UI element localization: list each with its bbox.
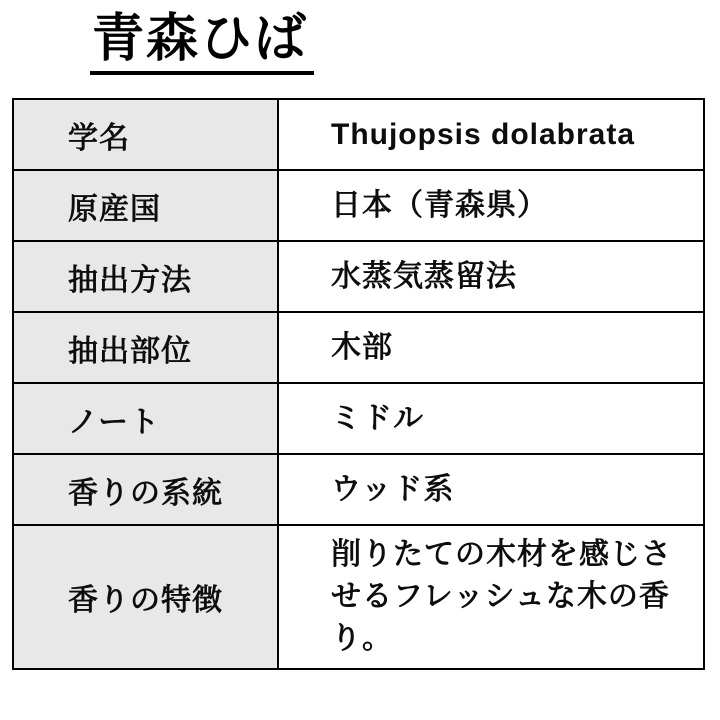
row-label: 原産国 bbox=[13, 170, 278, 241]
row-label: 香りの特徴 bbox=[13, 525, 278, 669]
row-label: 香りの系統 bbox=[13, 454, 278, 525]
row-value: ウッド系 bbox=[278, 454, 704, 525]
table-row bbox=[13, 383, 704, 454]
table-row bbox=[13, 99, 704, 170]
row-value: ミドル bbox=[278, 383, 704, 454]
row-label: 抽出部位 bbox=[13, 312, 278, 383]
row-value: 削りたての木材を感じさせるフレッシュな木の香り。 bbox=[278, 525, 704, 669]
info-table bbox=[12, 98, 705, 670]
row-label: 学名 bbox=[13, 99, 278, 170]
info-table-body bbox=[13, 99, 704, 669]
row-value: 木部 bbox=[278, 312, 704, 383]
table-row bbox=[13, 312, 704, 383]
table-row bbox=[13, 454, 704, 525]
row-label: ノート bbox=[13, 383, 278, 454]
table-row bbox=[13, 525, 704, 669]
table-row bbox=[13, 241, 704, 312]
row-value: 日本（青森県） bbox=[278, 170, 704, 241]
row-label: 抽出方法 bbox=[13, 241, 278, 312]
table-row bbox=[13, 170, 704, 241]
page-title: 青森ひば bbox=[90, 10, 314, 75]
row-value: 水蒸気蒸留法 bbox=[278, 241, 704, 312]
row-value: Thujopsis dolabrata bbox=[278, 99, 704, 170]
